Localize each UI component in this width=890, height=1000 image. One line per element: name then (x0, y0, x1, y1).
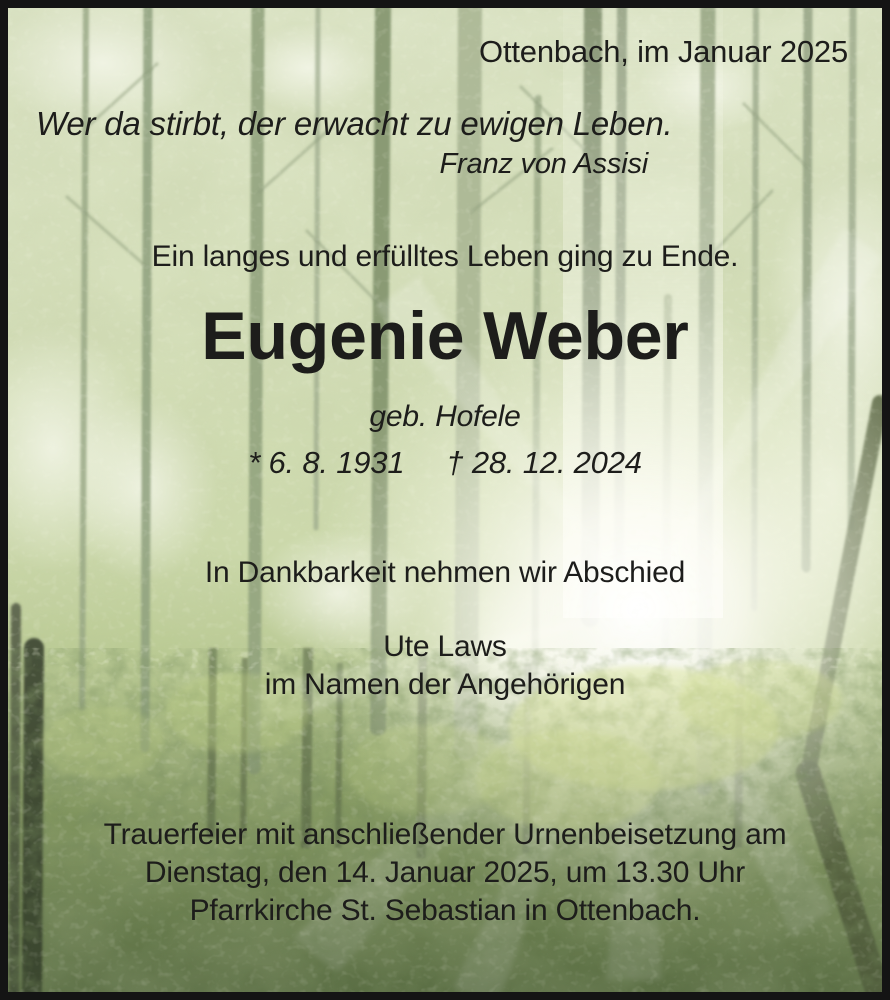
dateline: Ottenbach, im Januar 2025 (479, 34, 848, 69)
farewell-line: In Dankbarkeit nehmen wir Abschied (204, 556, 686, 589)
quote-text: Wer da stirbt, der erwacht zu ewigen Leben. (36, 105, 673, 142)
birth-name: geb. Hofele (369, 400, 521, 433)
deceased-name: Eugenie Weber (201, 298, 689, 374)
mourner-on-behalf: im Namen der Angehörigen (264, 668, 626, 701)
funeral-line-2: Dienstag, den 14. Januar 2025, um 13.30 Uhr (144, 856, 746, 889)
birth-date: * 6. 8. 1931 (248, 445, 405, 480)
intro-line: Ein langes und erfülltes Leben ging zu Ende. (151, 240, 739, 273)
funeral-line-1: Trauerfeier mit anschließender Urnenbeisetzung am (103, 818, 787, 851)
funeral-details (8, 816, 882, 930)
obituary-text (8, 8, 882, 992)
funeral-line-3: Pfarrkirche St. Sebastian in Ottenbach. (189, 894, 701, 927)
quote-attribution: Franz von Assisi (439, 148, 648, 180)
mourner-name: Ute Laws (383, 630, 507, 663)
life-dates (8, 445, 882, 481)
death-date: † 28. 12. 2024 (446, 445, 642, 480)
